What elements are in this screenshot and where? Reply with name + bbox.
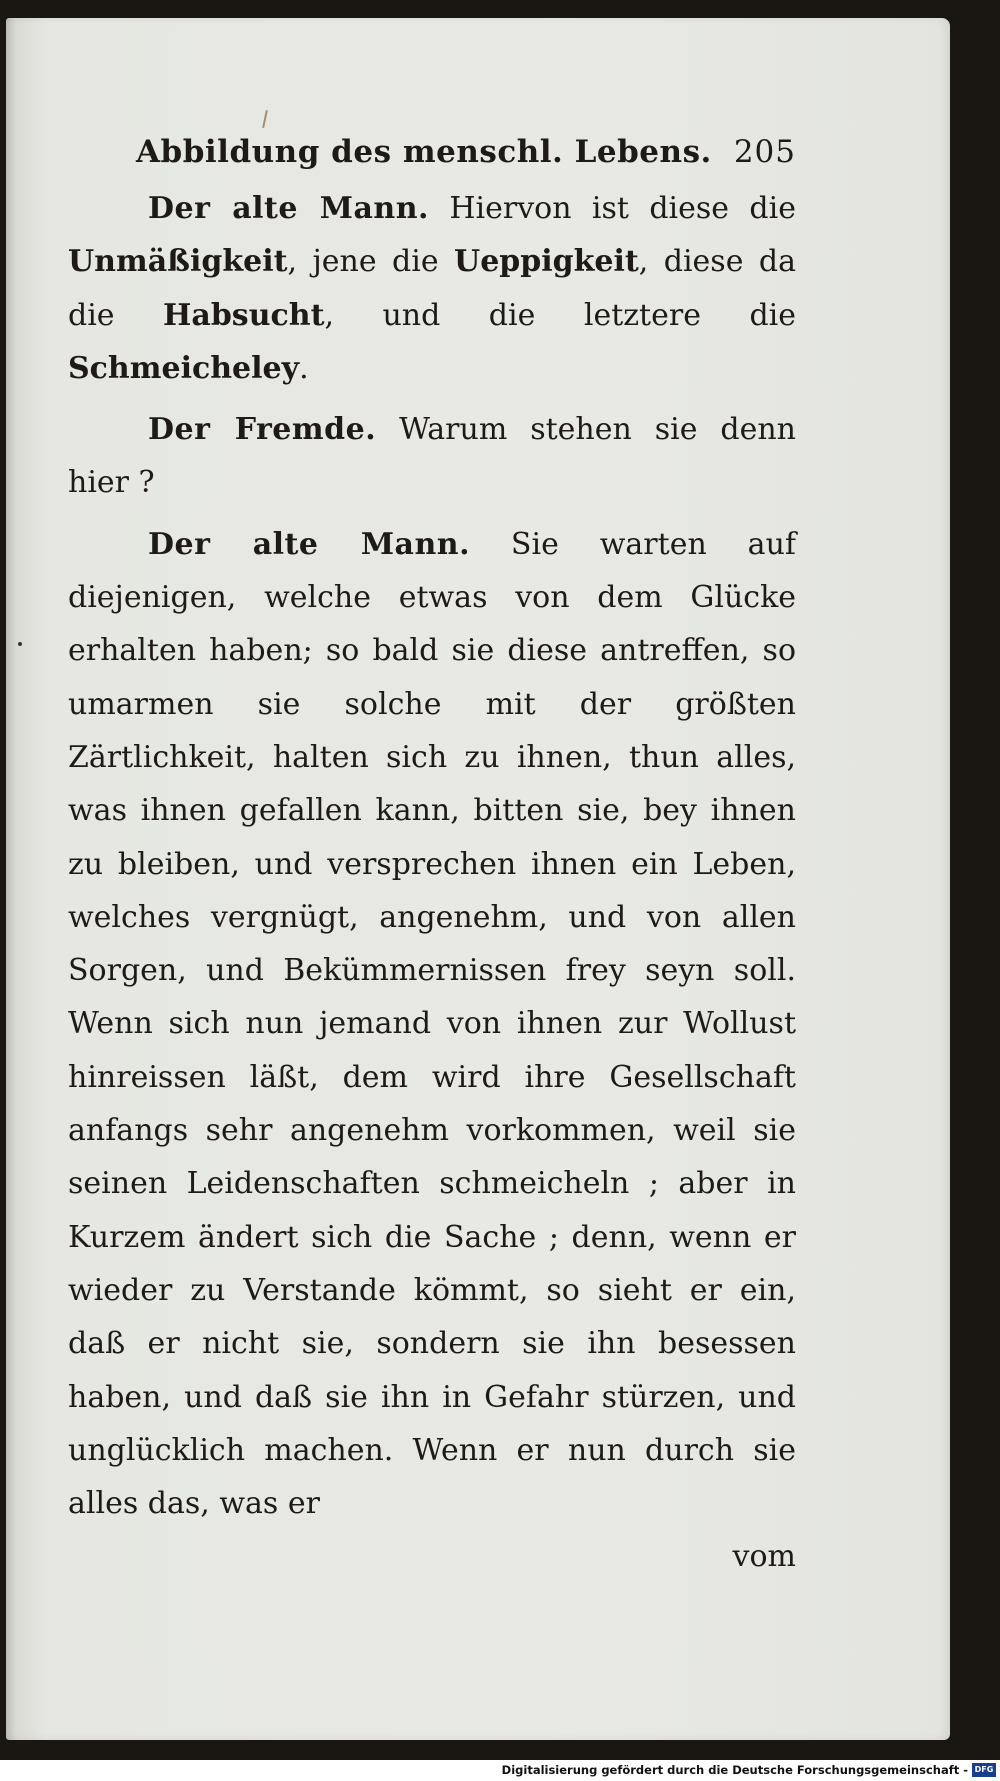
paragraph-text: Warum stehen sie denn hier ? (68, 412, 796, 501)
paragraph-1 (68, 182, 796, 395)
paragraph-text: . (299, 350, 309, 386)
paragraph-text: Sie warten auf diejenigen, welche etwas von dem Glücke erhalten haben; so bald sie diese antreffen, so umarmen sie solche mit der größten Zärtlichkeit, halten sich zu ihnen, thun alles, was ihnen gefallen kann, bitten sie, bey ihnen zu bleiben, und versprechen ihnen ein Leben, welches vergnügt, angenehm, und von allen Sorgen, und Bekümmernissen frey seyn soll. Wenn sich nun jemand von ihnen zur Wollust hinreissen läßt, dem wird ihre Gesellschaft anfangs sehr angenehm vorkommen, weil sie seinen Leidenschaften schmeicheln ; aber in Kurzem ändert sich die Sache ; denn, wenn er wieder zu Verstande kömmt, so sieht er ein, daß er nicht sie, sondern sie ihn besessen haben, und daß sie ihn in Gefahr stürzen, und unglücklich machen. Wenn er nun durch sie alles das, was er (68, 526, 796, 1522)
dfg-logo: DFG (972, 1763, 996, 1777)
emphasized-term: Ueppigkeit (454, 244, 639, 280)
paragraph-3 (68, 518, 796, 1531)
page-content (68, 122, 796, 1583)
catchword: vom (732, 1539, 796, 1575)
emphasized-term: Schmeicheley (68, 350, 300, 386)
body-text (68, 182, 796, 1530)
paragraph-text: Hiervon ist diese die (428, 191, 796, 226)
funding-credit: Digitalisierung gefördert durch die Deutsche Forschungsgemeinschaft - (501, 1763, 968, 1777)
page-number: 205 (733, 134, 796, 170)
emphasized-term: Unmäßigkeit (68, 244, 288, 280)
speaker-label: Der alte Mann. (148, 526, 471, 562)
ink-speck (18, 642, 22, 646)
book-page (6, 18, 950, 1740)
paragraph-text: , und die letztere die (324, 297, 797, 333)
emphasized-term: Habsucht (163, 297, 325, 333)
speaker-label: Der alte Mann. (148, 191, 429, 226)
running-head (68, 122, 796, 182)
paragraph-text: , diese da die (68, 244, 796, 333)
running-head-title: Abbildung des menschl. Lebens. (136, 134, 712, 170)
paragraph-2 (68, 403, 796, 510)
paragraph-text: , jene die (287, 244, 455, 280)
speaker-label: Der Fremde. (148, 412, 377, 448)
